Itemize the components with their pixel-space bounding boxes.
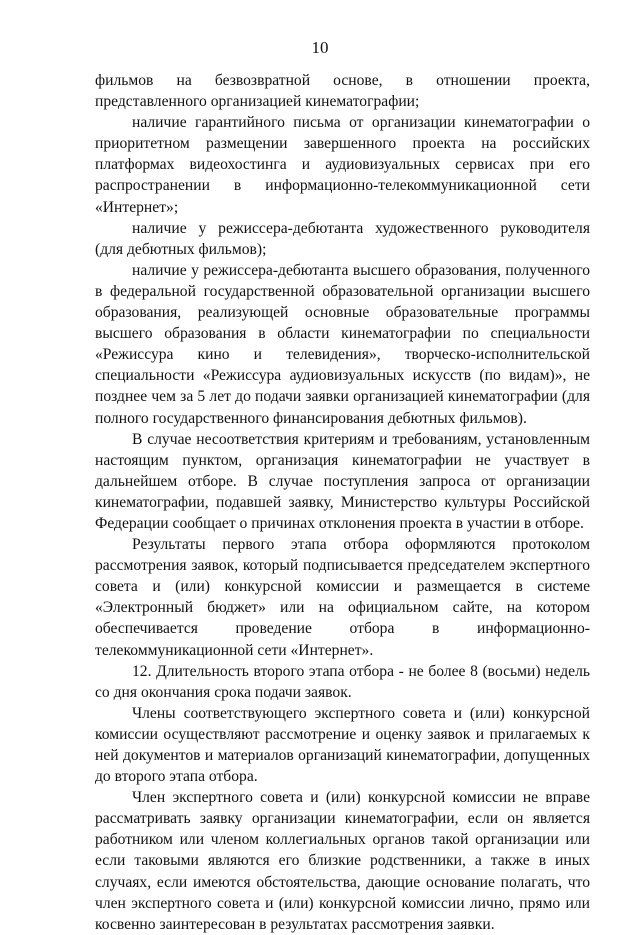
paragraph-continuation: фильмов на безвозвратной основе, в отношении проекта, представленного организацией кинематографии; [95,72,590,111]
paragraph-first-stage-results: Результаты первого этапа отбора оформляются протоколом рассмотрения заявок, который подписывается председателем экспертного совета и (или) конкурсной комиссии и размещается в системе «Электронный бюджет» или на официальном сайте, на котором обеспечивается проведение отбора в информационно-телекоммуникационной сети «Интернет». [95,536,590,659]
page-number: 10 [311,38,329,57]
paragraph-council-review: Члены соответствующего экспертного совета и (или) конкурсной комиссии осуществляют рассмотрение и оценку заявок и прилагаемых к ней документов и материалов организаций кинематографии, допущенных до второго этапа отбора. [95,704,590,786]
paragraph-artistic-director: наличие у режиссера-дебютанта художественного руководителя (для дебютных фильмов); [95,219,590,258]
paragraph-second-stage-duration: 12. Длительность второго этапа отбора - не более 8 (восьми) недель со дня окончания срока подачи заявок. [95,662,590,701]
document-body [95,70,590,935]
paragraph-conflict-of-interest: Член экспертного совета и (или) конкурсной комиссии не вправе рассматривать заявку организации кинематографии, если он является работником или членом коллегиальных органов такой организации или если таковыми являются его близкие родственники, а также в иных случаях, если имеются обстоятельства, дающие основание полагать, что член экспертного совета и (или) конкурсной комиссии лично, прямо или косвенно заинтересован в результатах рассмотрения заявки. [95,789,590,933]
paragraph-guarantee-letter: наличие гарантийного письма от организации кинематографии о приоритетном размещении завершенного проекта на российских платформах видеохостинга и аудиовизуальных сервисах при его распространении в информационно-телекоммуникационной сети «Интернет»; [95,114,590,216]
paragraph-non-compliance: В случае несоответствия критериям и требованиям, установленным настоящим пунктом, организация кинематографии не участвует в дальнейшем отборе. В случае поступления запроса от организации кинематографии, подавшей заявку, Министерство культуры Российской Федерации сообщает о причинах отклонения проекта в участии в отборе. [95,430,590,532]
paragraph-higher-education: наличие у режиссера-дебютанта высшего образования, полученного в федеральной государственной образовательной организации высшего образования, реализующей основные образовательные программы высшего образования в области кинематографии по специальности «Режиссура кино и телевидения», творческо-исполнительской специальности «Режиссура аудиовизуальных искусств (по видам)», не позднее чем за 5 лет до подачи заявки организацией кинематографии (для полного государственного финансирования дебютных фильмов). [95,261,590,427]
